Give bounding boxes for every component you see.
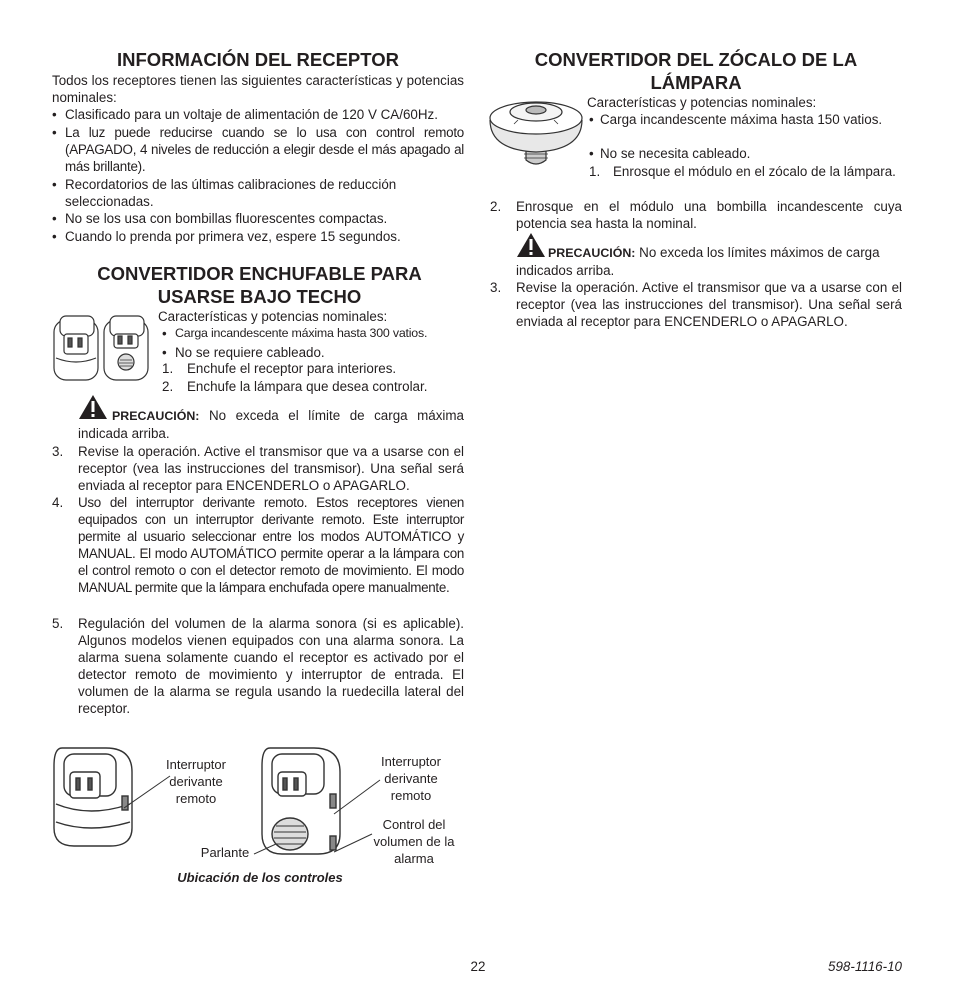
receiver-bullet-5: Cuando lo prenda por primera vez, espere 15 segundos. bbox=[65, 229, 401, 244]
figure-caption: Ubicación de los controles bbox=[177, 870, 343, 885]
plugin-step-5: Regulación del volumen de la alarma sonora (si es aplicable). Algunos modelos vienen equipados con una alarma sonora. La alarma suena solamente cuando el receptor es activado por el detector remoto de movimiento y interruptor de entrada. El volumen de la alarma se regula usando la ruedecilla lateral del receptor. bbox=[78, 616, 464, 716]
receiver-bullet-4: No se los usa con bombillas fluorescentes compactas. bbox=[65, 211, 388, 226]
step-number: 1. bbox=[162, 361, 174, 376]
bullet-dot: • bbox=[589, 146, 594, 161]
document-number: 598-1116-10 bbox=[828, 959, 902, 974]
bullet-dot: • bbox=[589, 112, 594, 127]
plugin-bullet-2: No se requiere cableado. bbox=[175, 345, 325, 360]
receiver-bullet-3: Recordatorios de las últimas calibraciones de reducción seleccionadas. bbox=[65, 177, 397, 209]
section-title-socket: CONVERTIDOR DEL ZÓCALO DE LA LÁMPARA bbox=[534, 49, 858, 93]
receiver-bullet-2: La luz puede reducirse cuando se lo usa con control remoto (APAGADO, 4 niveles de reducción a elegir desde el más apagado al más brillante). bbox=[65, 125, 464, 174]
step-number: 3. bbox=[490, 280, 502, 295]
bullet-dot: • bbox=[52, 177, 57, 192]
plugin-caution bbox=[78, 407, 464, 442]
plugin-step-4: Uso del interruptor derivante remoto. Estos receptores vienen equipados con un interruptor derivante remoto. Este interruptor permite al usuario seleccionar entre los modos AUTOMÁTICO y MANUAL. El modo AUTOMÁTICO permite operar a la lámpara con el control remoto o con el detector remoto de movimiento. El modo MANUAL permite que la lámpara enchufada opere manualmente. bbox=[78, 495, 464, 595]
section-title-plugin: CONVERTIDOR ENCHUFABLE PARA USARSE BAJO TECHO bbox=[97, 263, 422, 307]
caution-label: PRECAUCIÓN: bbox=[548, 246, 636, 260]
label-speaker: Parlante bbox=[200, 845, 250, 860]
socket-step-1: Enrosque el módulo en el zócalo de la lámpara. bbox=[613, 164, 896, 179]
plugin-ratings-heading: Características y potencias nominales: bbox=[158, 309, 388, 324]
page-number: 22 bbox=[470, 959, 486, 974]
socket-step-3: Revise la operación. Active el transmisor que va a usarse con el receptor (vea las instrucciones del transmisor). Una señal será enviada al receptor para ENCENDERLO o APAGARLO. bbox=[516, 280, 902, 329]
caution-text: No exceda los límites máximos de carga indicados arriba. bbox=[516, 245, 880, 278]
plugin-receivers-illustration bbox=[52, 314, 152, 384]
label-bypass-switch-2: Interruptor derivante remoto bbox=[381, 754, 441, 803]
socket-bullet-2: No se necesita cableado. bbox=[600, 146, 751, 161]
receiver-intro: Todos los receptores tienen las siguientes características y potencias nominales: bbox=[52, 73, 464, 105]
label-alarm-volume: Control del volumen de la alarma bbox=[373, 817, 455, 866]
caution-label: PRECAUCIÓN: bbox=[112, 409, 200, 423]
socket-caution bbox=[516, 244, 902, 279]
bullet-dot: • bbox=[52, 229, 57, 244]
receiver-small-2 bbox=[104, 316, 148, 380]
step-number: 2. bbox=[162, 379, 174, 394]
bullet-dot: • bbox=[52, 211, 57, 226]
bullet-dot: • bbox=[162, 345, 167, 360]
step-number: 3. bbox=[52, 444, 64, 459]
bullet-dot: • bbox=[162, 326, 167, 341]
pointer-line-speaker bbox=[254, 840, 294, 860]
plugin-bullet-1: Carga incandescente máxima hasta 300 vatios. bbox=[175, 326, 428, 340]
step-number: 5. bbox=[52, 616, 64, 631]
plugin-step-1: Enchufe el receptor para interiores. bbox=[187, 361, 397, 376]
label-bypass-switch-1: Interruptor derivante remoto bbox=[166, 757, 226, 806]
receiver-small-1 bbox=[54, 316, 98, 380]
plugin-step-2: Enchufe la lámpara que desea controlar. bbox=[187, 379, 428, 394]
socket-ratings-heading: Características y potencias nominales: bbox=[587, 95, 817, 110]
step-number: 1. bbox=[589, 164, 601, 179]
receiver-bullet-1: Clasificado para un voltaje de alimentación de 120 V CA/60Hz. bbox=[65, 107, 438, 122]
step-number: 4. bbox=[52, 495, 64, 510]
socket-step-2: Enrosque en el módulo una bombilla incandescente cuya potencia sea hasta la nominal. bbox=[516, 199, 902, 231]
bullet-dot: • bbox=[52, 107, 57, 122]
bullet-dot: • bbox=[52, 125, 57, 140]
socket-module-illustration bbox=[486, 98, 586, 172]
socket-bullet-1: Carga incandescente máxima hasta 150 vatios. bbox=[600, 112, 883, 127]
plugin-step-3: Revise la operación. Active el transmisor que va a usarse con el receptor (vea las instrucciones del transmisor). Una señal será enviada al receptor para ENCENDERLO o APAGARLO. bbox=[78, 444, 464, 493]
caution-text: No exceda el límite de carga máxima indicada arriba. bbox=[78, 408, 464, 441]
step-number: 2. bbox=[490, 199, 502, 214]
section-title-receiver-info: INFORMACIÓN DEL RECEPTOR bbox=[117, 49, 399, 70]
